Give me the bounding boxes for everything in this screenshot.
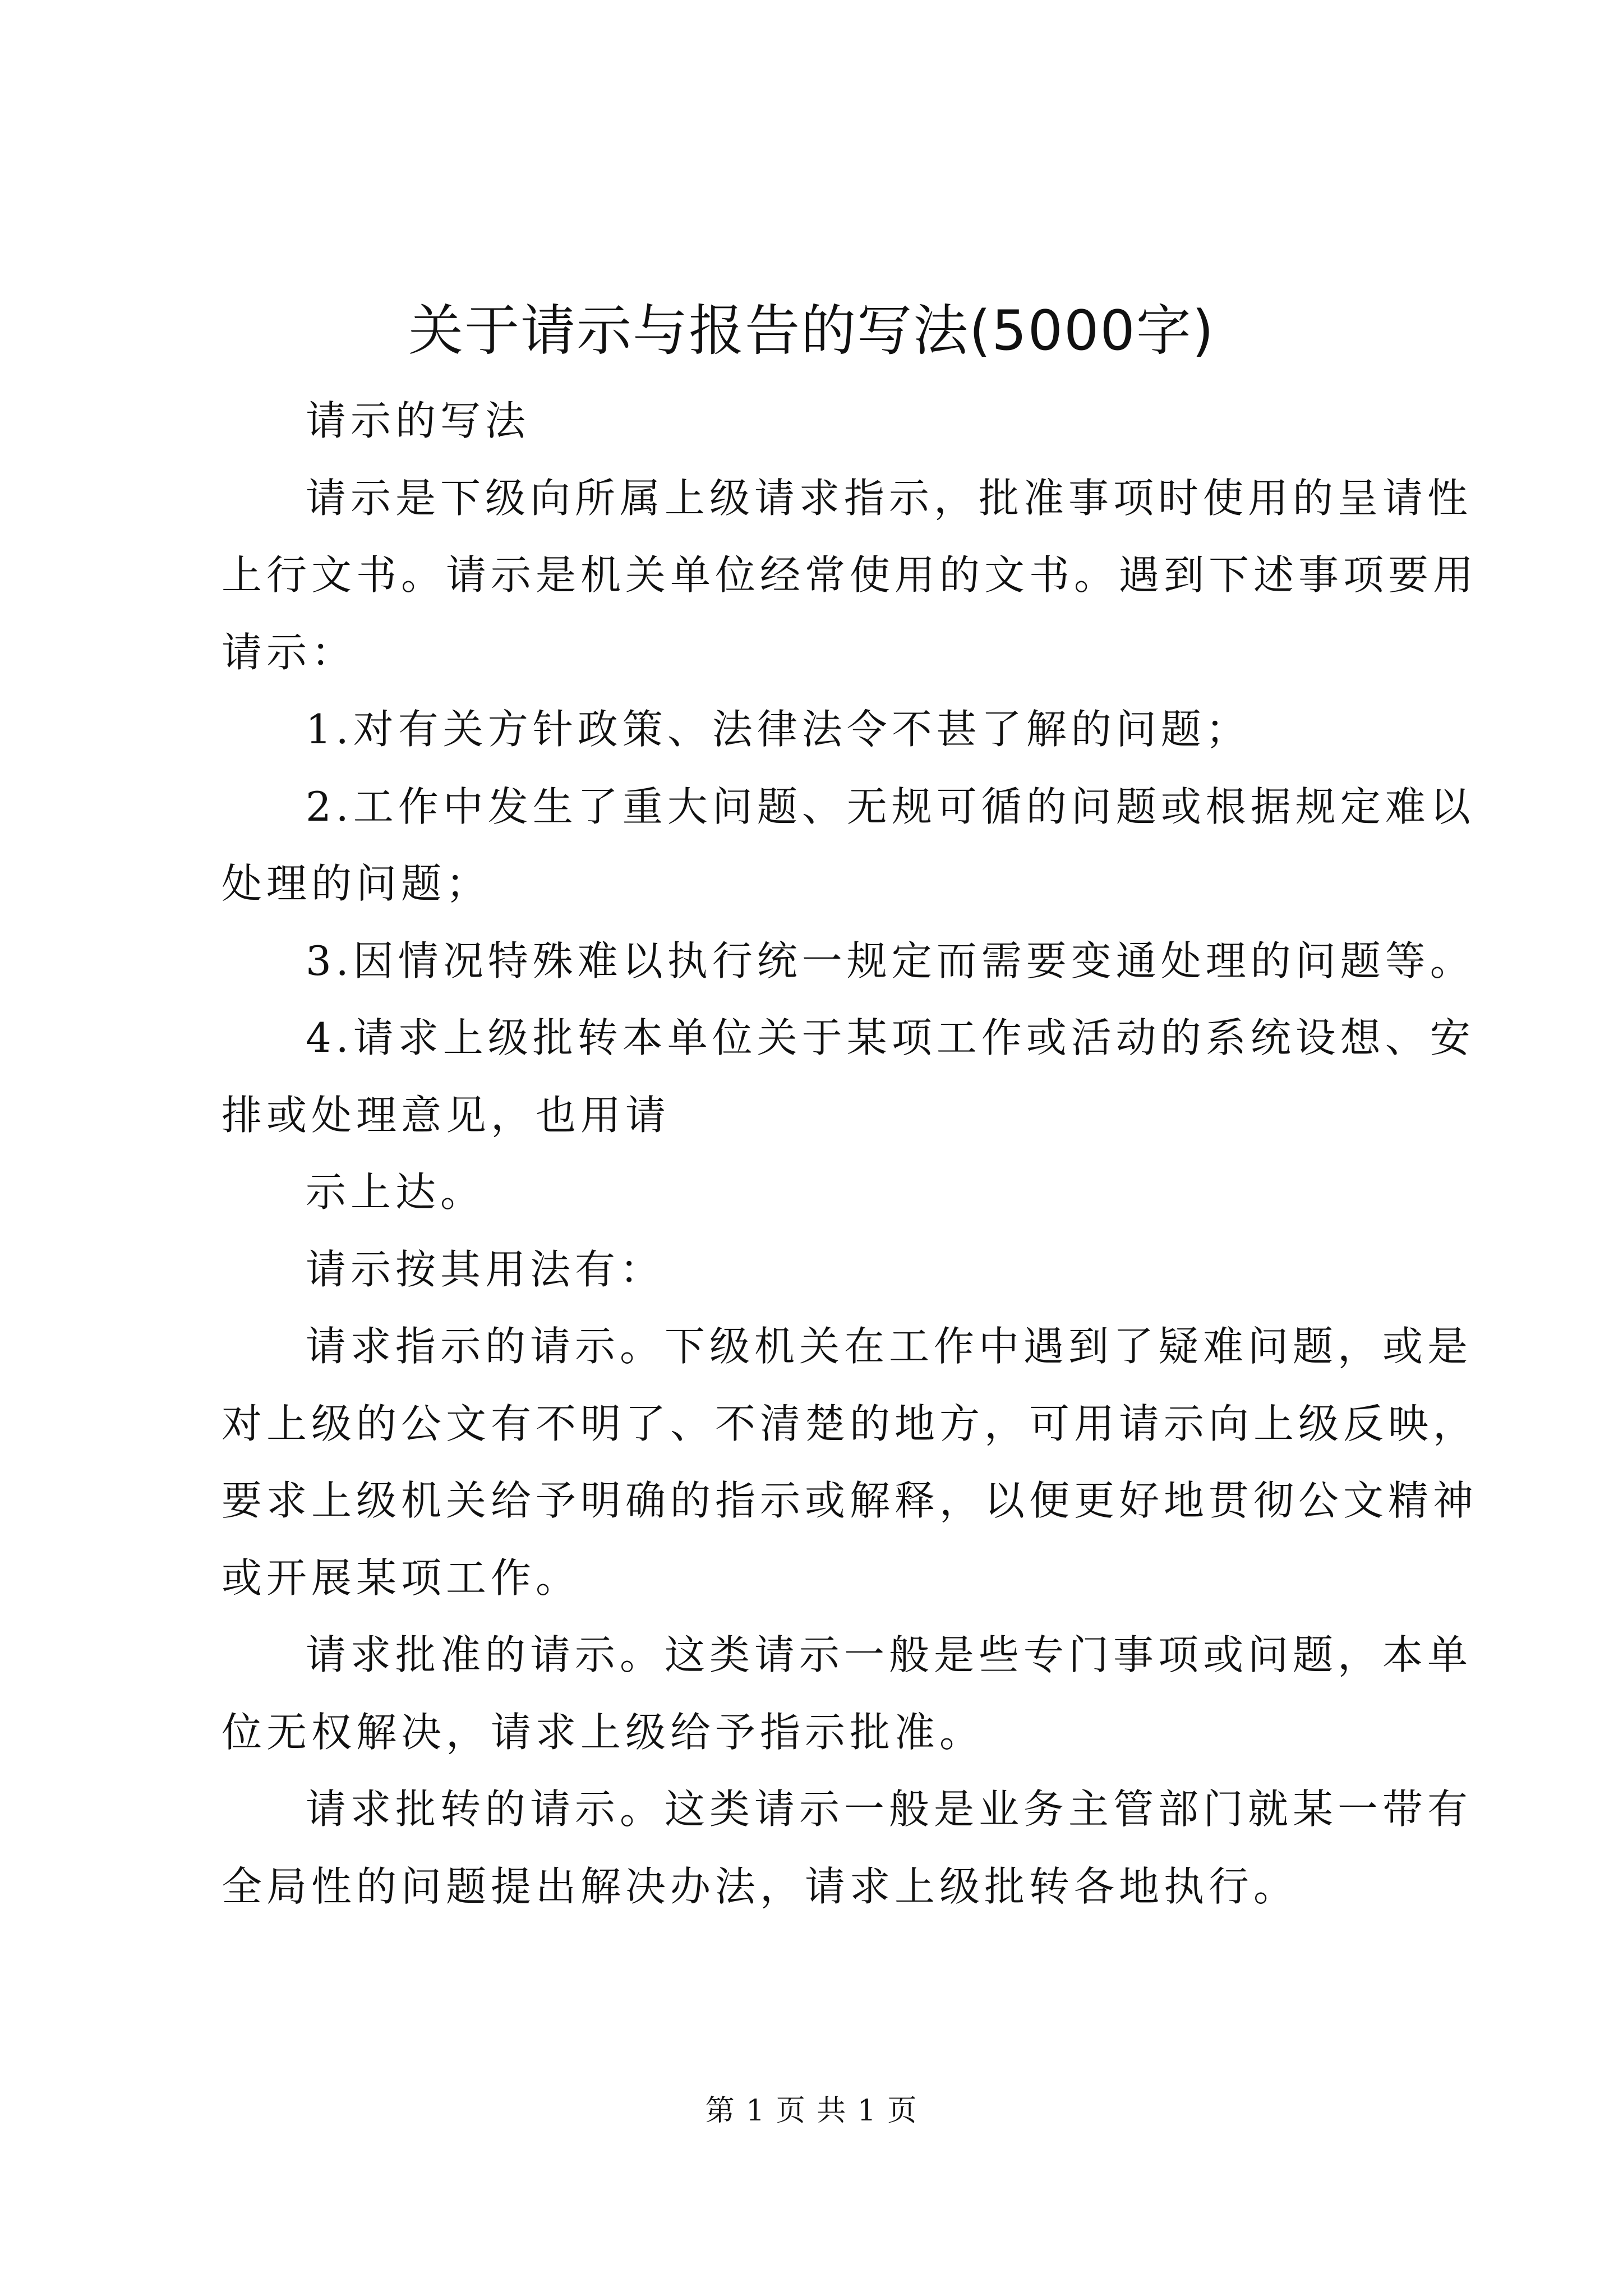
paragraph-line: 排或处理意见，也用请 [222, 1092, 671, 1139]
paragraph-line: 请求批转的请示。这类请示一般是业务主管部门就某一带有 [306, 1786, 1473, 1833]
paragraph-line: 要求上级机关给予明确的指示或解释，以便更好地贯彻公文精神 [222, 1477, 1478, 1524]
paragraph-line: 1.对有关方针政策、法律法令不甚了解的问题； [306, 706, 1251, 753]
paragraph-line: 2.工作中发生了重大问题、无规可循的问题或根据规定难以 [306, 783, 1475, 830]
paragraph-line: 4.请求上级批转本单位关于某项工作或活动的系统设想、安 [306, 1014, 1475, 1061]
paragraph-line: 对上级的公文有不明了、不清楚的地方，可用请示向上级反映， [222, 1400, 1478, 1447]
document-title: 关于请示与报告的写法(5000字) [408, 299, 1215, 363]
paragraph-line: 请求指示的请示。下级机关在工作中遇到了疑难问题，或是 [306, 1323, 1473, 1370]
paragraph-line: 示上达。 [306, 1168, 486, 1216]
paragraph-line: 请示是下级向所属上级请求指示，批准事项时使用的呈请性 [306, 475, 1473, 522]
paragraph-line: 全局性的问题提出解决办法，请求上级批转各地执行。 [222, 1863, 1299, 1910]
paragraph-line: 请求批准的请示。这类请示一般是些专门事项或问题，本单 [306, 1631, 1473, 1678]
paragraph-line: 或开展某项工作。 [222, 1554, 581, 1602]
paragraph-line: 3.因情况特殊难以执行统一规定而需要变通处理的问题等。 [306, 937, 1475, 984]
paragraph-line: 上行文书。请示是机关单位经常使用的文书。遇到下述事项要用 [222, 551, 1478, 599]
paragraph-line: 位无权解决，请求上级给予指示批准。 [222, 1709, 985, 1756]
paragraph-line: 请示： [222, 629, 357, 676]
paragraph-line: 处理的问题； [222, 860, 491, 907]
paragraph-line: 请示的写法 [306, 397, 531, 444]
paragraph-line: 请示按其用法有： [306, 1246, 665, 1293]
page-number-footer: 第 1 页 共 1 页 [705, 2094, 918, 2128]
